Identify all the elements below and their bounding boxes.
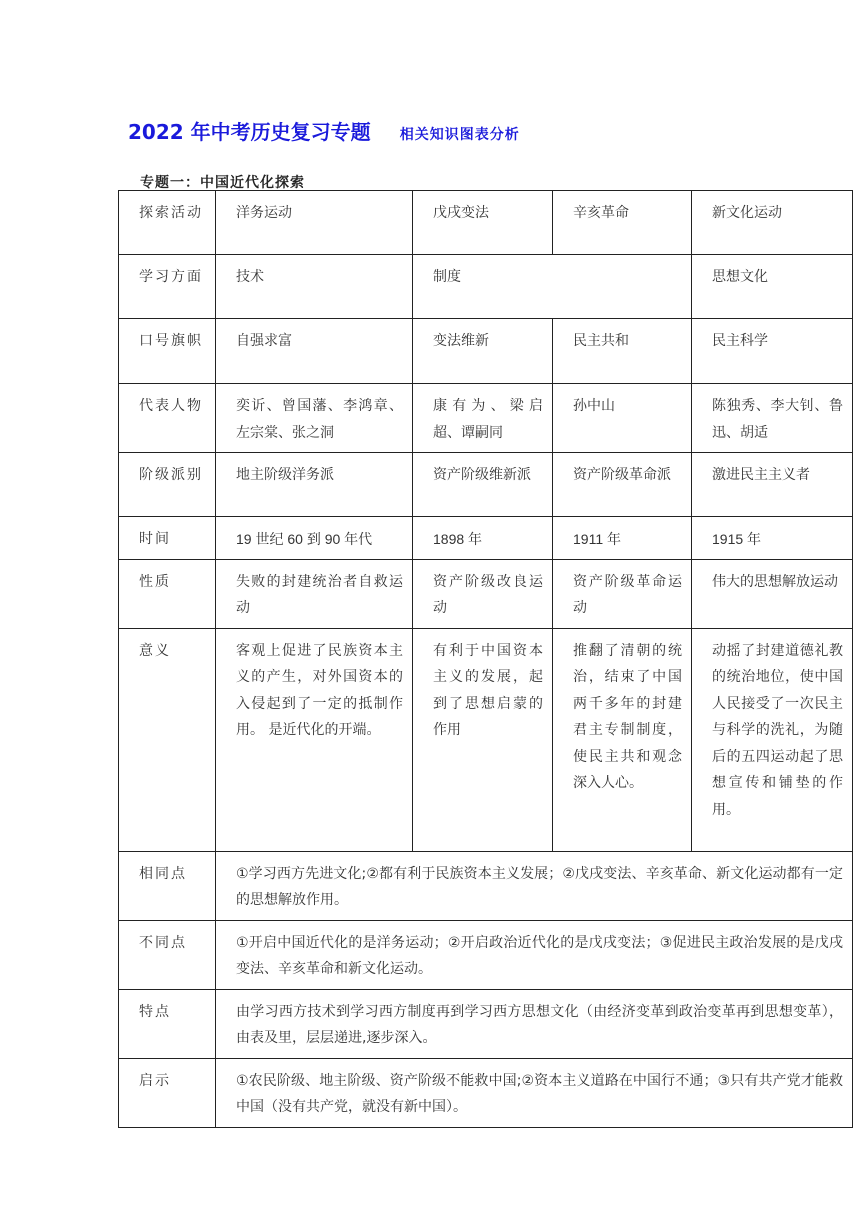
table-cell: 资产阶级革命运动 — [553, 559, 692, 628]
table-cell: 1898 年 — [413, 517, 553, 560]
table-row — [119, 920, 853, 989]
page-subtitle: 相关知识图表分析 — [399, 127, 520, 143]
row-label: 口号旗帜 — [119, 319, 216, 384]
table-cell: 伟大的思想解放运动 — [692, 559, 853, 628]
table-cell: 19 世纪 60 到 90 年代 — [216, 517, 413, 560]
comparison-table — [118, 190, 853, 1128]
table-cell: 思想文化 — [692, 255, 853, 319]
table-cell: 新文化运动 — [692, 191, 853, 255]
table-row — [119, 384, 853, 453]
table-cell: ①学习西方先进文化;②都有利于民族资本主义发展；②戊戌变法、辛亥革命、新文化运动都有一定的思想解放作用。 — [216, 851, 853, 920]
table-cell: 客观上促进了民族资本主义的产生，对外国资本的入侵起到了一定的抵制作用。 是近代化的开端。 — [216, 628, 413, 851]
row-label: 意义 — [119, 628, 216, 851]
table-cell: 资产阶级改良运动 — [413, 559, 553, 628]
table-cell: 自强求富 — [216, 319, 413, 384]
table-cell: ①开启中国近代化的是洋务运动；②开启政治近代化的是戊戌变法；③促进民主政治发展的是戊戌变法、辛亥革命和新文化运动。 — [216, 920, 853, 989]
row-label: 时间 — [119, 517, 216, 560]
table-cell: 奕䜣、曾国藩、李鸿章、左宗棠、张之洞 — [216, 384, 413, 453]
table-cell: 失败的封建统治者自救运动 — [216, 559, 413, 628]
table-row — [119, 628, 853, 851]
table-cell: 技术 — [216, 255, 413, 319]
table-row — [119, 559, 853, 628]
row-label: 相同点 — [119, 851, 216, 920]
section-title: 专题一：中国近代化探索 — [140, 175, 305, 191]
table-row — [119, 517, 853, 560]
table-cell: 由学习西方技术到学习西方制度再到学习西方思想文化（由经济变革到政治变革再到思想变革），由表及里，层层递进,逐步深入。 — [216, 989, 853, 1058]
table-row — [119, 989, 853, 1058]
table-cell: 陈独秀、李大钊、鲁迅、胡适 — [692, 384, 853, 453]
table-cell: 戊戌变法 — [413, 191, 553, 255]
table-cell: 洋务运动 — [216, 191, 413, 255]
table-cell: ①农民阶级、地主阶级、资产阶级不能救中国;②资本主义道路在中国行不通；③只有共产党才能救中国（没有共产党，就没有新中国）。 — [216, 1058, 853, 1127]
table-row — [119, 319, 853, 384]
table-cell: 变法维新 — [413, 319, 553, 384]
table-cell: 辛亥革命 — [553, 191, 692, 255]
table-row — [119, 453, 853, 517]
table-cell: 制度 — [413, 255, 692, 319]
table-cell: 资产阶级革命派 — [553, 453, 692, 517]
page-title: 2022 年中考历史复习专题 — [128, 120, 371, 144]
table-row — [119, 1058, 853, 1127]
table-cell: 孙中山 — [553, 384, 692, 453]
row-label: 学习方面 — [119, 255, 216, 319]
table-cell: 1915 年 — [692, 517, 853, 560]
table-cell: 动摇了封建道德礼教的统治地位，使中国人民接受了一次民主与科学的洗礼，为随后的五四运动起了思想宣传和铺垫的作用。 — [692, 628, 853, 851]
table-row — [119, 851, 853, 920]
table-cell: 民主共和 — [553, 319, 692, 384]
title-row — [128, 116, 520, 145]
table-cell: 激进民主主义者 — [692, 453, 853, 517]
row-label: 不同点 — [119, 920, 216, 989]
table-row — [119, 191, 853, 255]
table-cell: 民主科学 — [692, 319, 853, 384]
table-cell: 地主阶级洋务派 — [216, 453, 413, 517]
row-label: 阶级派别 — [119, 453, 216, 517]
table-cell: 1911 年 — [553, 517, 692, 560]
row-label: 性质 — [119, 559, 216, 628]
table-cell: 有利于中国资本主义的发展，起到了思想启蒙的作用 — [413, 628, 553, 851]
row-label: 特点 — [119, 989, 216, 1058]
table-cell: 资产阶级维新派 — [413, 453, 553, 517]
table-row — [119, 255, 853, 319]
row-label: 探索活动 — [119, 191, 216, 255]
row-label: 代表人物 — [119, 384, 216, 453]
table-cell: 推翻了清朝的统治，结束了中国两千多年的封建君主专制制度，使民主共和观念深入人心。 — [553, 628, 692, 851]
table-cell: 康有为、梁启超、谭嗣同 — [413, 384, 553, 453]
row-label: 启示 — [119, 1058, 216, 1127]
